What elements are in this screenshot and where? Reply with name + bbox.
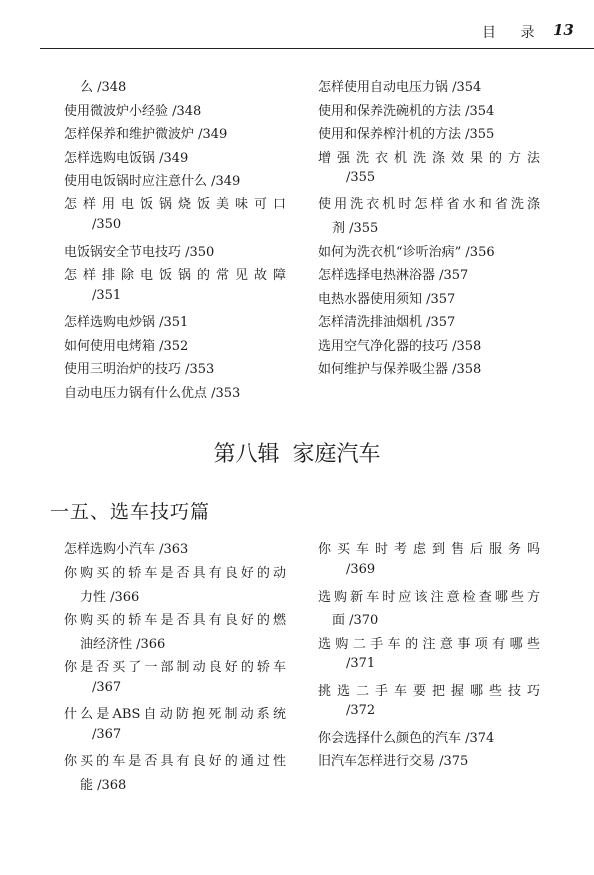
toc-entry: 你买车时考虑到售后服务吗 xyxy=(318,542,540,557)
toc-entry: 使用三明治炉的技巧 /353 xyxy=(64,362,215,377)
header-title: 目 录 xyxy=(482,25,545,41)
toc-entry: 电热水器使用须知 /357 xyxy=(318,292,456,307)
toc-entry: 如何使用电烤箱 /352 xyxy=(64,339,189,354)
toc-entry-page: /367 xyxy=(92,727,122,742)
toc-entry: 选购新车时应该注意检查哪些方 xyxy=(318,590,540,605)
toc-entry-page: /351 xyxy=(92,288,122,303)
toc-entry: 你购买的轿车是否具有良好的燃 xyxy=(64,613,286,628)
toc-entry: 使用电饭锅时应注意什么 /349 xyxy=(64,174,241,189)
toc-entry: 怎样选购电炒锅 /351 xyxy=(64,315,189,330)
toc-entry: 使用洗衣机时怎样省水和省洗涤 xyxy=(318,197,540,212)
toc-entry: 选购二手车的注意事项有哪些 xyxy=(318,637,540,652)
toc-entry: 选用空气净化器的技巧 /358 xyxy=(318,339,482,354)
toc-entry: 如何维护与保养吸尘器 /358 xyxy=(318,362,482,377)
page-header xyxy=(0,0,594,50)
toc-entry-page: /369 xyxy=(346,562,376,577)
toc-entry: 如何为洗衣机“诊听治病” /356 xyxy=(318,245,495,260)
toc-entry: 你是否买了一部制动良好的轿车 xyxy=(64,660,286,675)
toc-entry: 你买的车是否具有良好的通过性 xyxy=(64,754,286,769)
subsection-title: 一五、选车技巧篇 xyxy=(50,501,211,523)
toc-entry-page: /371 xyxy=(346,656,376,671)
toc-entry: 力性 /366 xyxy=(80,590,140,605)
toc-entry: 什么是ABS自动防抱死制动系统 xyxy=(64,707,286,722)
toc-entry: 剂 /355 xyxy=(332,221,379,236)
toc-entry-page: /355 xyxy=(346,170,376,185)
toc-entry: 怎样选择电热淋浴器 /357 xyxy=(318,268,469,283)
toc-entry: 怎样使用自动电压力锅 /354 xyxy=(318,80,482,95)
toc-entry: 怎样清洗排油烟机 /357 xyxy=(318,315,456,330)
toc-entry: 面 /370 xyxy=(332,613,379,628)
toc-entry: 怎样选购电饭锅 /349 xyxy=(64,151,189,166)
toc-entry: 么 /348 xyxy=(80,80,127,95)
toc-entry: 挑选二手车要把握哪些技巧 xyxy=(318,684,540,699)
toc-entry: 旧汽车怎样进行交易 /375 xyxy=(318,754,469,769)
toc-entry: 电饭锅安全节电技巧 /350 xyxy=(64,245,215,260)
toc-entry: 增强洗衣机洗涤效果的方法 xyxy=(318,151,540,166)
toc-entry: 你购买的轿车是否具有良好的动 xyxy=(64,566,286,581)
toc-entry: 怎样保养和维护微波炉 /349 xyxy=(64,127,228,142)
toc-entry: 自动电压力锅有什么优点 /353 xyxy=(64,386,241,401)
toc-entry: 怎样排除电饭锅的常见故障 xyxy=(64,268,286,283)
toc-entry-page: /367 xyxy=(92,680,122,695)
toc-entry-page: /350 xyxy=(92,217,122,232)
toc-entry: 使用微波炉小经验 /348 xyxy=(64,104,202,119)
toc-entry: 怎样用电饭锅烧饭美味可口 xyxy=(64,197,286,212)
toc-entry: 油经济性 /366 xyxy=(80,637,166,652)
toc-entry: 能 /368 xyxy=(80,778,127,793)
header-rule xyxy=(40,48,594,49)
toc-entry: 你会选择什么颜色的汽车 /374 xyxy=(318,731,495,746)
toc-entry-page: /372 xyxy=(346,703,376,718)
page-number: 13 xyxy=(553,21,574,39)
section-title: 第八辑 家庭汽车 xyxy=(213,442,381,467)
toc-entry: 使用和保养洗碗机的方法 /354 xyxy=(318,104,495,119)
toc-entry: 使用和保养榨汁机的方法 /355 xyxy=(318,127,495,142)
toc-entry: 怎样选购小汽车 /363 xyxy=(64,542,189,557)
